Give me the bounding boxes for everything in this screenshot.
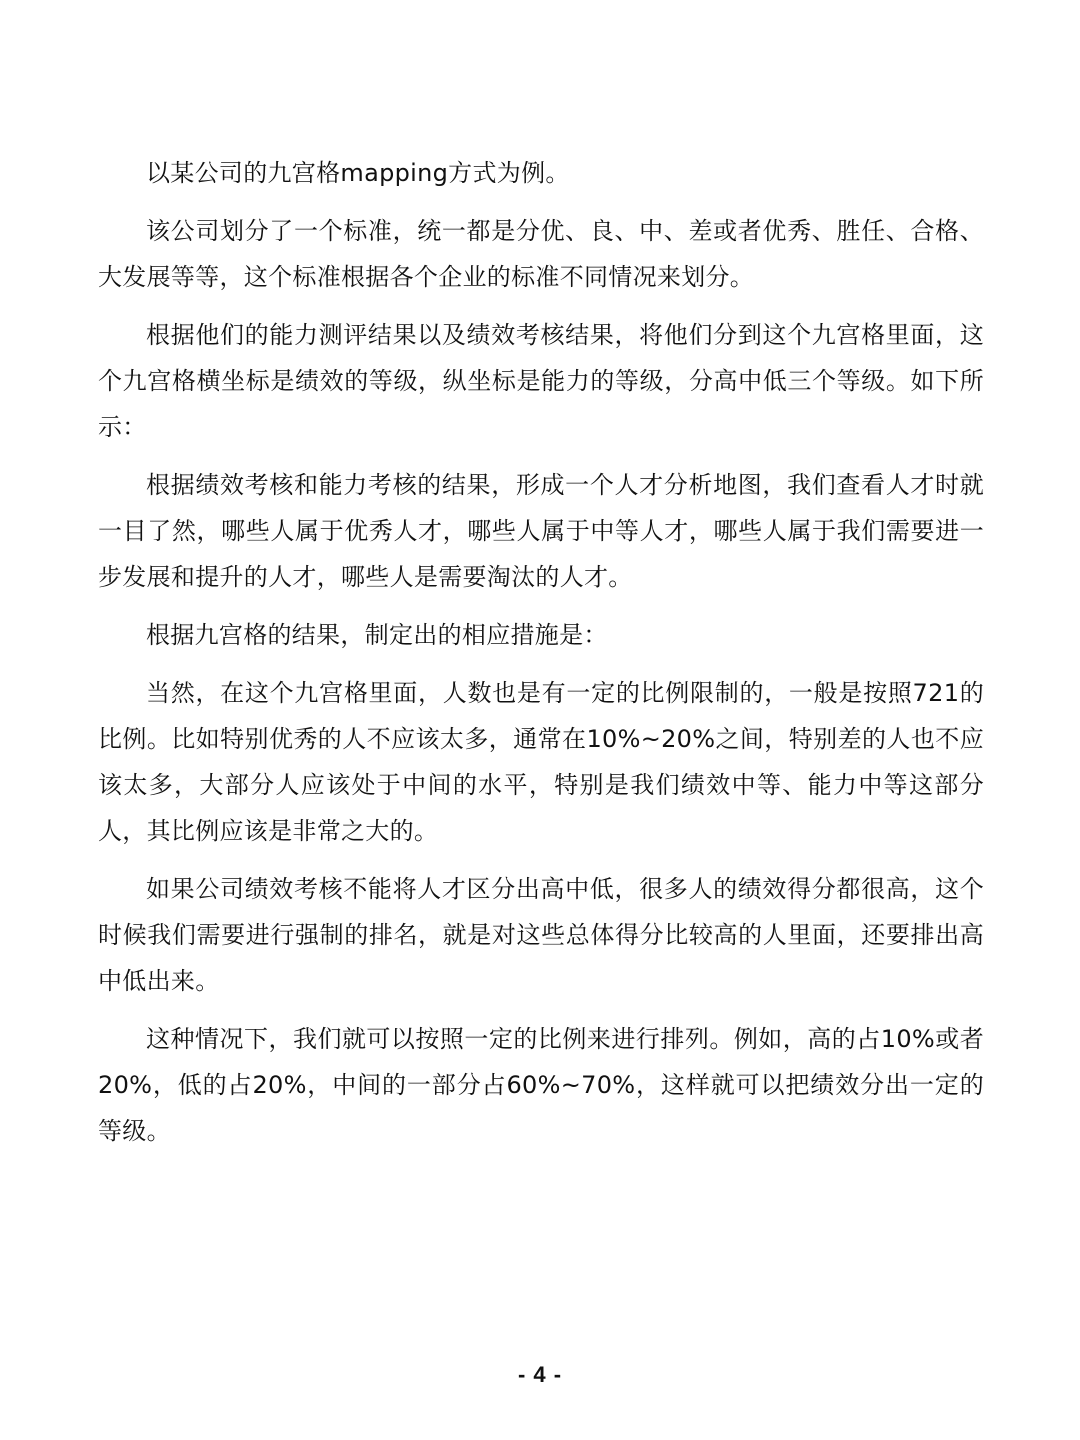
- paragraph-5: 根据九宫格的结果，制定出的相应措施是：: [146, 621, 608, 649]
- paragraph-7: 如果公司绩效考核不能将人才区分出高中低，很多人的绩效得分都很高，这个时候我们需要进行强制的排名，就是对这些总体得分比较高的人里面，还要排出高中低出来。: [98, 875, 984, 995]
- paragraph-6: 当然，在这个九宫格里面，人数也是有一定的比例限制的，一般是按照721的比例。比如特别优秀的人不应该太多，通常在10%~20%之间，特别差的人也不应该太多，大部分人应该处于中间的水平，特别是我们绩效中等、能力中等这部分人，其比例应该是非常之大的。: [98, 679, 984, 845]
- paragraph-1: 以某公司的九宫格mapping方式为例。: [146, 159, 570, 187]
- document-body: [98, 150, 984, 1166]
- paragraph-2: 该公司划分了一个标准，统一都是分优、良、中、差或者优秀、胜任、合格、大发展等等，这个标准根据各个企业的标准不同情况来划分。: [98, 217, 984, 291]
- paragraph-3: 根据他们的能力测评结果以及绩效考核结果，将他们分到这个九宫格里面，这个九宫格横坐标是绩效的等级，纵坐标是能力的等级，分高中低三个等级。如下所示：: [98, 321, 984, 441]
- paragraph-4: 根据绩效考核和能力考核的结果，形成一个人才分析地图，我们查看人才时就一目了然，哪些人属于优秀人才，哪些人属于中等人才，哪些人属于我们需要进一步发展和提升的人才，哪些人是需要淘汰的人才。: [98, 471, 984, 591]
- page-number: - 4 -: [517, 1362, 563, 1387]
- paragraph-8: 这种情况下，我们就可以按照一定的比例来进行排列。例如，高的占10%或者20%，低的占20%，中间的一部分占60%~70%，这样就可以把绩效分出一定的等级。: [98, 1025, 984, 1145]
